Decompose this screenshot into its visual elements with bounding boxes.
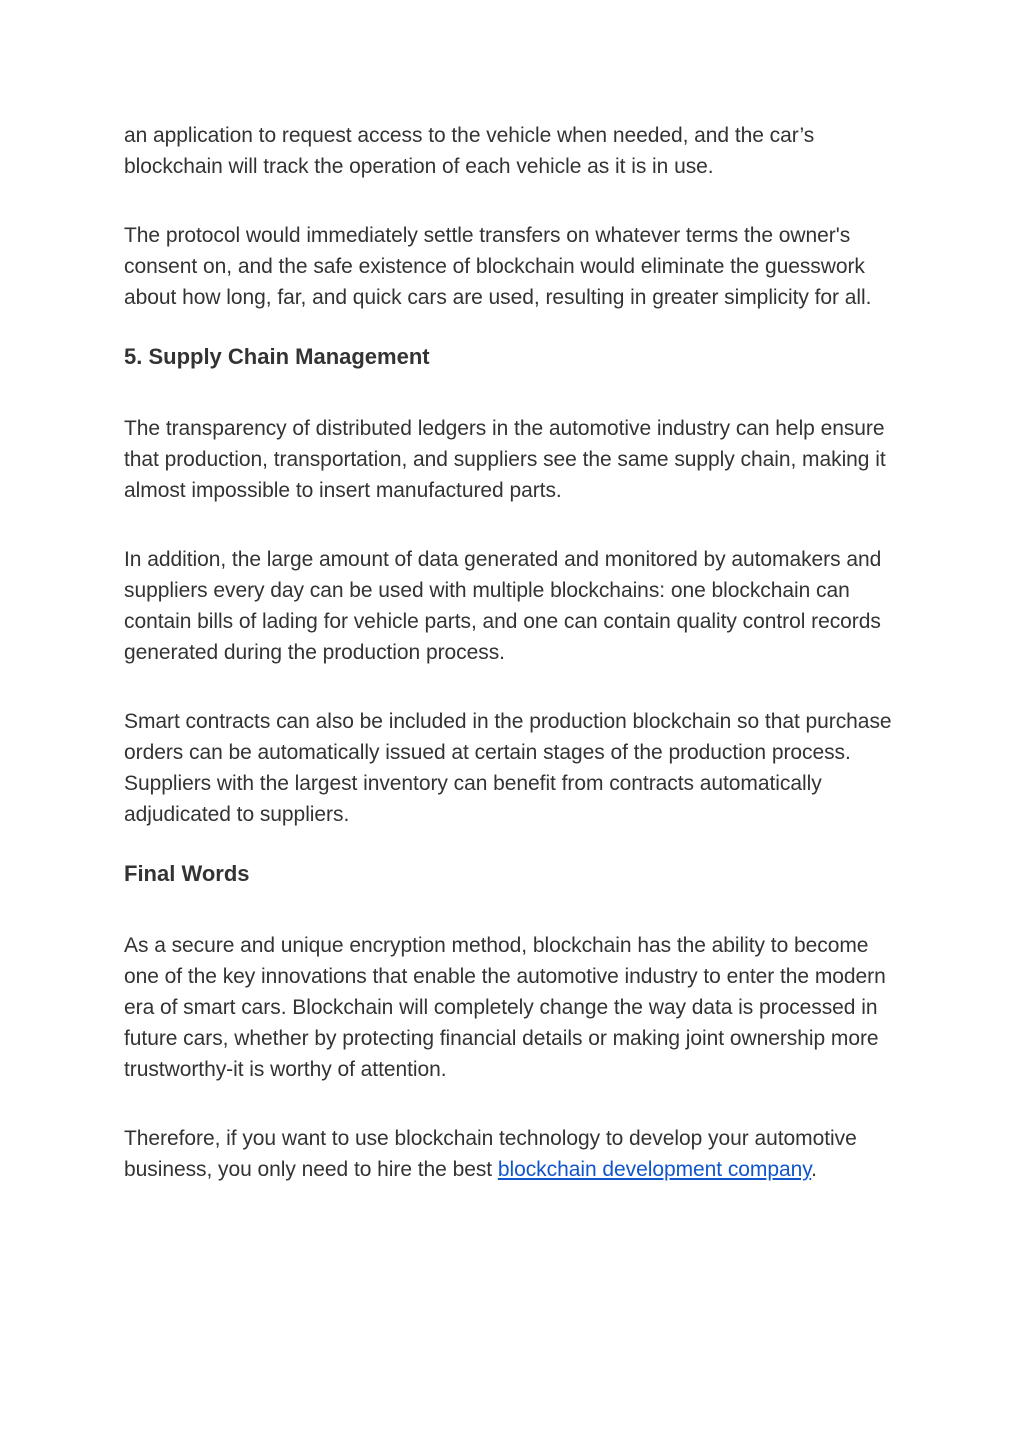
supply-chain-paragraph-1: The transparency of distributed ledgers in the automotive industry can help ensure that production, transportation, and suppliers see the same supply chain, making it almost impossible to insert manufactured parts. — [124, 417, 886, 502]
intro-paragraph-2: The protocol would immediately settle transfers on whatever terms the owner's consent on, and the safe existence of blockchain would eliminate the guesswork about how long, far, and quick cars are used, resulting in greater simplicity for all. — [124, 224, 872, 309]
supply-chain-heading: 5. Supply Chain Management — [124, 344, 430, 369]
supply-chain-paragraph-3: Smart contracts can also be included in the production blockchain so that purchase orders can be automatically issued at certain stages of the production process. Suppliers with the largest inventory can benefit from contracts automatically adjudicated to suppliers. — [124, 710, 892, 826]
supply-chain-paragraph-2: In addition, the large amount of data generated and monitored by automakers and suppliers every day can be used with multiple blockchains: one blockchain can contain bills of lading for vehicle parts, and one can contain quality control records generated during the production process. — [124, 548, 882, 664]
final-words-paragraph-2-end: . — [811, 1158, 817, 1181]
final-words-paragraph-2-text: Therefore, if you want to use blockchain technology to develop your automotive business, you only need to hire the best — [124, 1127, 857, 1181]
intro-paragraph-1: an application to request access to the vehicle when needed, and the car’s blockchain will track the operation of each vehicle as it is in use. — [124, 124, 815, 178]
final-words-paragraph-2 — [124, 1123, 904, 1185]
document-body — [124, 120, 904, 1185]
final-words-heading: Final Words — [124, 861, 250, 886]
final-words-paragraph-1: As a secure and unique encryption method, blockchain has the ability to become one of the key innovations that enable the automotive industry to enter the modern era of smart cars. Blockchain will completely change the way data is processed in future cars, whether by protecting financial details or making joint ownership more trustworthy-it is worthy of attention. — [124, 934, 886, 1081]
blockchain-development-company-link[interactable]: blockchain development company — [497, 1158, 812, 1181]
